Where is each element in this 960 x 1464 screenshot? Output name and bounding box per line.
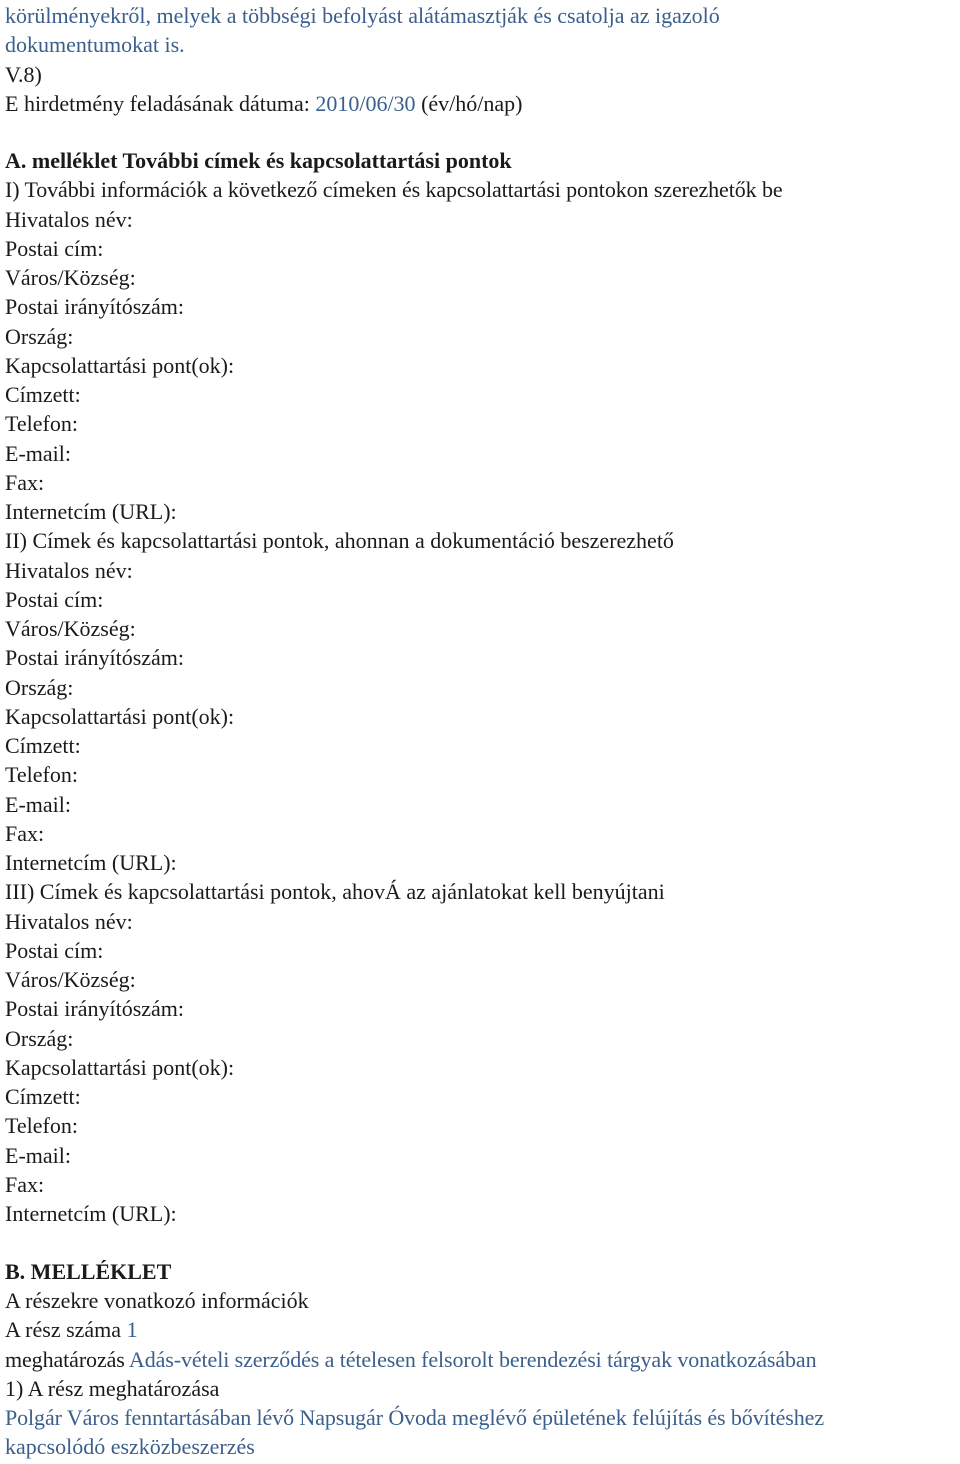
field-label: Telefon: <box>5 411 78 436</box>
field-label: Internetcím (URL): <box>5 499 177 524</box>
part-number-line <box>5 1315 138 1344</box>
definition-label: meghatározás <box>5 1347 129 1372</box>
field-label: Fax: <box>5 1172 45 1197</box>
field-label: Postai irányítószám: <box>5 645 185 670</box>
field-label: Kapcsolattartási pont(ok): <box>5 353 235 378</box>
field-label: Címzett: <box>5 1084 81 1109</box>
part-number-label: A rész száma <box>5 1317 127 1342</box>
part-definition-label: 1) A rész meghatározása <box>5 1376 220 1401</box>
field-label: Címzett: <box>5 382 81 407</box>
part-definition-line-1: Polgár Város fenntartásában lévő Napsugár Óvoda meglévő épületének felújítás és bővítéshez <box>5 1405 824 1430</box>
intro-line-2: dokumentumokat is. <box>5 32 185 57</box>
annex-a-title: A. melléklet További címek és kapcsolattartási pontok <box>5 148 512 173</box>
field-label: Postai irányítószám: <box>5 996 185 1021</box>
field-label: Telefon: <box>5 1113 78 1138</box>
field-label: Város/Község: <box>5 967 136 992</box>
annex-b-title: B. MELLÉKLET <box>5 1259 172 1284</box>
annex-b-subtitle: A részekre vonatkozó információk <box>5 1288 309 1313</box>
field-label: E-mail: <box>5 1143 71 1168</box>
section-heading: II) Címek és kapcsolattartási pontok, ahonnan a dokumentáció beszerezhető <box>5 528 674 553</box>
intro-line-1: körülményekről, melyek a többségi befolyást alátámasztják és csatolja az igazoló <box>5 3 720 28</box>
date-format: (év/hó/nap) <box>415 91 523 116</box>
section-heading: III) Címek és kapcsolattartási pontok, ahovÁ az ajánlatokat kell benyújtani <box>5 879 665 904</box>
field-label: Ország: <box>5 675 74 700</box>
field-label: Kapcsolattartási pont(ok): <box>5 1055 235 1080</box>
date-value: 2010/06/30 <box>315 91 416 116</box>
field-label: Fax: <box>5 821 45 846</box>
field-label: Internetcím (URL): <box>5 1201 177 1226</box>
field-label: Telefon: <box>5 762 78 787</box>
section-heading: I) További információk a következő címeken és kapcsolattartási pontokon szerezhetők be <box>5 177 783 202</box>
field-label: Hivatalos név: <box>5 207 133 232</box>
field-label: E-mail: <box>5 441 71 466</box>
field-label: Postai irányítószám: <box>5 294 185 319</box>
field-label: E-mail: <box>5 792 71 817</box>
field-label: Kapcsolattartási pont(ok): <box>5 704 235 729</box>
date-label: E hirdetmény feladásának dátuma: <box>5 91 316 116</box>
field-label: Város/Község: <box>5 616 136 641</box>
field-label: Címzett: <box>5 733 81 758</box>
part-number-value: 1 <box>126 1317 138 1342</box>
field-label: Fax: <box>5 470 45 495</box>
field-label: Postai cím: <box>5 236 104 261</box>
definition-value: Adás-vételi szerződés a tételesen felsorolt berendezési tárgyak vonatkozásában <box>128 1347 817 1372</box>
definition-line <box>5 1345 816 1374</box>
field-label: Postai cím: <box>5 587 104 612</box>
field-label: Hivatalos név: <box>5 558 133 583</box>
part-definition-line-2: kapcsolódó eszközbeszerzés <box>5 1434 255 1459</box>
field-label: Ország: <box>5 1026 74 1051</box>
field-label: Ország: <box>5 324 74 349</box>
field-label: Hivatalos név: <box>5 909 133 934</box>
field-label: Postai cím: <box>5 938 104 963</box>
publication-date-line <box>5 89 522 118</box>
field-label: Internetcím (URL): <box>5 850 177 875</box>
field-label: Város/Község: <box>5 265 136 290</box>
section-number: V.8) <box>5 62 42 87</box>
